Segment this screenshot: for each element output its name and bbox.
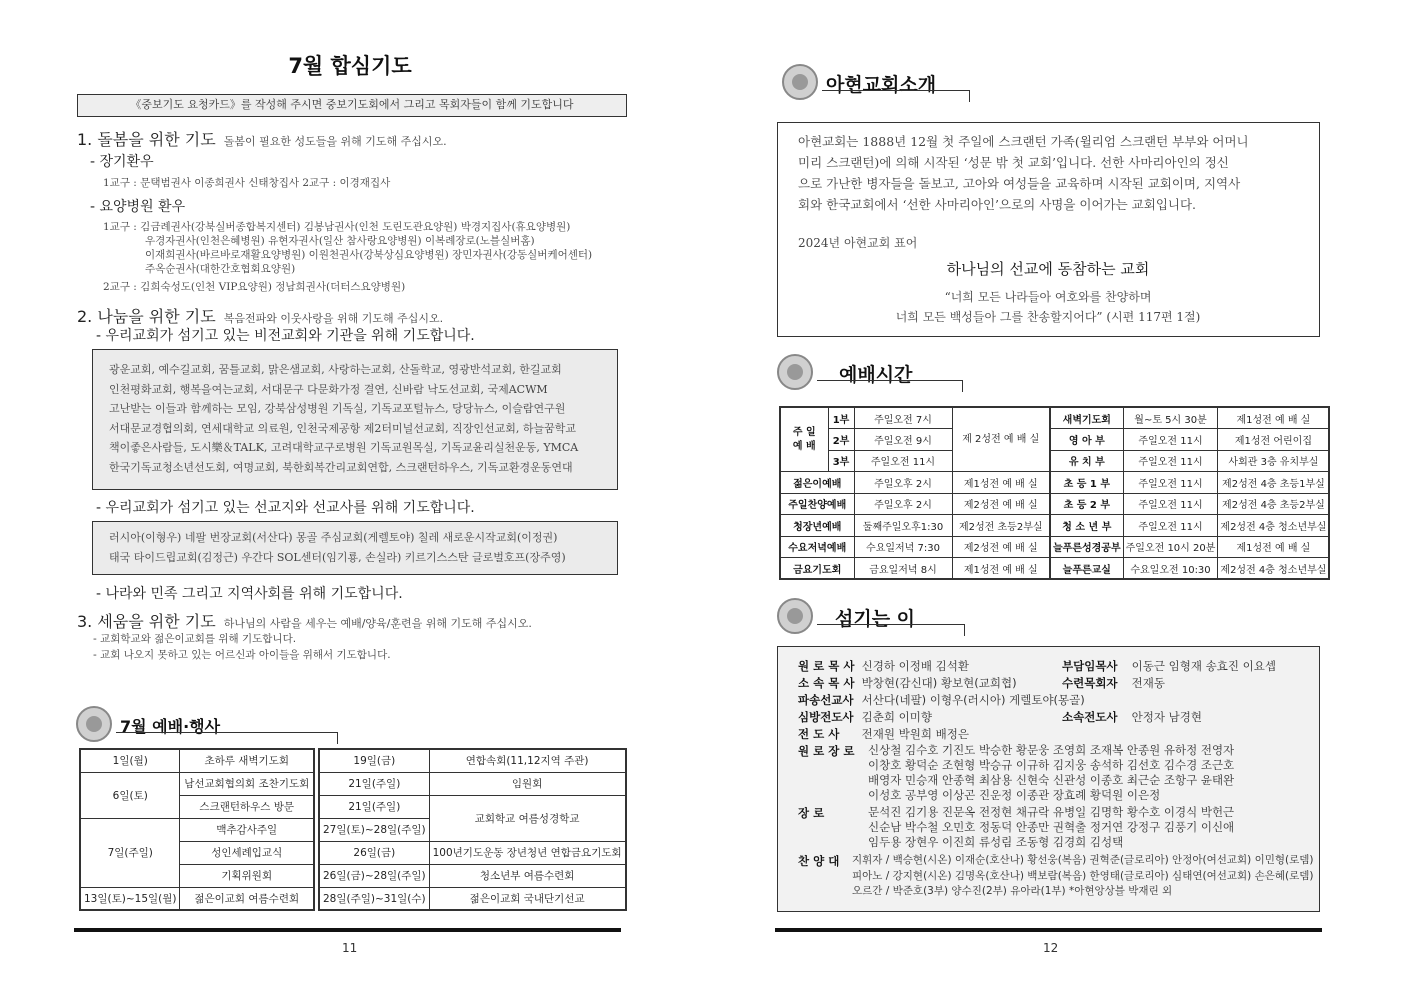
elder-label: 원 로 장 로 [798,744,855,758]
service-time: 금요일저녁 8시 [854,558,952,580]
event-name: 맥추감사주일 [180,818,314,841]
prayer-request-note: 《중보기도 요청카드》를 작성해 주시면 중보기도회에서 그리고 목회자들이 함께 기도합니다 [77,94,627,117]
intro-line: 아현교회는 1888년 12월 첫 주일에 스크랜턴 가족(윌리엄 스크랜턴 부부와 어머니 [798,134,1249,149]
event-name: 초하루 새벽기도회 [180,749,314,772]
jang-line: 문석진 김기용 진문옥 전정현 채규락 유병일 김명학 황수호 이경식 박헌근 [868,805,1235,819]
section-3-line-2: - 교회 나오지 못하고 있는 어르신과 아이들을 위해서 기도합니다. [93,649,391,661]
choir-label: 찬 양 대 [798,854,840,868]
vision-church-list [109,360,578,477]
table-row [80,749,314,772]
service-place: 사회관 3층 유치부실 [1218,450,1330,472]
events-table-right [318,748,627,911]
intro-header [782,64,982,104]
staff-row [798,709,932,725]
worship-title: 예배시간 [839,364,913,386]
staff-names: 전재동 [1131,676,1165,690]
service-part: 3부 [828,450,854,472]
service-name: 늘푸른성경공부 [1050,536,1123,558]
intro-line: 미리 스크랜턴)에 의해 시작된 ‘성문 밖 첫 교회’입니다. 선한 사마리아인의 정신 [798,155,1229,170]
section-1-title: 1. 돌봄을 위한 기도 [77,130,216,149]
table-row [780,407,1050,429]
elder-line: 배영자 민승재 안종혁 최삼용 신현숙 신관성 이종호 최근순 조항구 윤태완 [868,773,1235,787]
staff-names: 이동근 임형재 송효진 이요셉 [1131,659,1276,673]
main-service-label-2: 예 배 [792,440,816,452]
church-logo-icon [777,354,813,390]
events-title-underline [116,732,338,744]
service-part: 1부 [828,407,854,429]
events-table-left [79,748,315,911]
verse-line-1: “너희 모든 나라들아 여호와를 찬양하며 [944,290,1152,304]
service-time: 주일오전 11시 [854,450,952,472]
staff-row [798,658,969,674]
page-number: 12 [1043,941,1059,955]
vision-church-heading: - 우리교회가 섬기고 있는 비전교회와 기관을 위해 기도합니다. [96,328,475,344]
service-time: 주일오전 11시 [1123,472,1218,494]
intro-title: 아현교회소개 [826,74,937,96]
intro-line: 으로 가난한 병자들을 돌보고, 고아와 여성들을 교육하며 시작된 교회이며, 지역사 [798,176,1241,191]
intro-text [798,131,1303,215]
jang-line: 임두용 장현우 이진희 류성림 조동형 김경희 김성택 [868,835,1124,849]
table-row [319,864,626,887]
vision-line: 인천평화교회, 행복을여는교회, 서대문구 다문화가정 결연, 신바람 낙도선교회, 국제ACWM [109,382,548,396]
staff-title-underline [817,624,965,636]
service-name: 늘푸른교실 [1050,558,1123,580]
service-name: 초 등 2 부 [1050,493,1123,515]
vision-line: 서대문교경협의회, 연세대학교 의료원, 인천국제공항 제2터미널선교회, 직장인선교회, 하늘꿈학교 [109,421,577,435]
jang-names [868,805,1234,850]
choir-line: 오르간 / 박준호(3부) 양수진(2부) 유아라(1부) *아현앙상블 박재린 외 [852,885,1173,897]
table-row [780,493,1050,515]
event-name: 기획위원회 [180,864,314,887]
nursing-line-2: 우경자권사(인천은혜병원) 유현자권사(일산 참사랑요양병원) 이복례장로(노블실버홈) [145,235,535,247]
event-date: 21일(주일) [319,772,429,795]
table-row [1050,407,1329,429]
event-date: 7일(주일) [80,818,180,887]
table-row [1050,515,1329,537]
service-place: 제1성전 어린이집 [1218,429,1330,451]
staff-row [1062,675,1165,691]
elder-line: 이창호 황덕순 조현형 박승규 이규하 김지웅 송석하 김선호 김수경 조근호 [868,758,1235,772]
table-row [80,818,314,841]
event-name: 임원회 [429,772,626,795]
event-name: 교회학교 여름성경학교 [429,795,626,841]
service-name: 젊은이예배 [780,472,854,494]
worship-table-left [779,406,1051,580]
staff-names: 전재원 박원희 배정은 [861,727,969,741]
verse-line-2: 너희 모든 백성들아 그를 찬송할지어다” (시편 117편 1절) [895,310,1201,324]
section-2-title: 2. 나눔을 위한 기도 [77,307,216,326]
church-logo-icon [782,64,818,100]
table-row [1050,450,1329,472]
staff-label: 소속전도사 [1062,710,1118,724]
service-place: 제1성전 예 배 실 [952,558,1050,580]
event-date: 1일(월) [80,749,180,772]
staff-title: 섬기는 이 [835,608,916,630]
service-name: 영 아 부 [1050,429,1123,451]
elder-names [868,743,1234,803]
staff-header [777,598,977,638]
service-name: 유 치 부 [1050,450,1123,472]
nursing-line-5: 2교구 : 김희숙성도(인천 VIP요양원) 정남희권사(더터스요양병원) [103,281,406,293]
event-date: 6일(토) [80,772,180,818]
section-3-title: 3. 세움을 위한 기도 [77,612,216,631]
table-row [80,887,314,910]
worship-header [777,354,977,394]
table-row [319,841,626,864]
service-place: 제2성전 4층 청소년부실 [1218,558,1330,580]
staff-label: 원 로 목 사 [798,659,855,673]
event-name: 스크랜턴하우스 방문 [180,795,314,818]
main-service-label-1: 주 일 [792,426,816,438]
vision-line: 광운교회, 예수길교회, 꿈틀교회, 맑은샘교회, 사랑하는교회, 산돌학교, 영광반석교회, 한길교회 [109,363,562,376]
event-name: 연합속회(11,12지역 주관) [429,749,626,772]
table-row [780,536,1050,558]
mission-heading: - 우리교회가 섬기고 있는 선교지와 선교사를 위해 기도합니다. [96,500,475,516]
long-term-patients-list: 1교구 : 문택범권사 이종희권사 신태창집사 2교구 : 이경재집사 [103,177,391,189]
table-row [319,749,626,772]
jang-line: 신순남 박수철 오민호 정동덕 안종만 권혁출 정거연 강정구 김풍기 이신애 [868,820,1235,834]
section-2-desc: 복음전파와 이웃사랑을 위해 기도해 주십시오. [223,312,444,325]
service-name: 주일찬양예배 [780,493,854,515]
service-time: 주일오후 2시 [854,472,952,494]
staff-label [798,853,839,869]
section-3-line-1: - 교회학교와 젊은이교회를 위해 기도합니다. [93,633,297,645]
event-name: 청소년부 여름수련회 [429,864,626,887]
staff-names: 서산다(네팔) 이형우(러시아) 게렐토야(몽골) [861,693,1085,707]
service-place: 제2성전 예 배 실 [952,536,1050,558]
nursing-line-4: 주옥순권사(대한간호협회요양원) [145,263,296,275]
staff-row [798,726,969,742]
service-time: 주일오전 7시 [854,407,952,429]
vision-line: 한국기독교청소년선도회, 여명교회, 북한회복간리교회연합, 스크랜턴하우스, 기독교환경운동연대 [109,460,573,474]
staff-label [798,805,824,821]
service-time: 월~토 5시 30분 [1123,407,1218,429]
mission-list [109,528,566,567]
table-row [780,558,1050,580]
staff-label: 파송선교사 [798,693,854,707]
page-title: 7월 합심기도 [288,54,412,78]
table-row [319,772,626,795]
event-date: 21일(주일) [319,795,429,818]
event-name: 젊은이교회 여름수련회 [180,887,314,910]
footer-rule [74,928,621,932]
long-term-patients-heading: - 장기환우 [90,154,154,170]
section-2-heading [77,304,443,327]
event-date: 27일(토)~28일(주일) [319,818,429,841]
elder-line: 이성호 공부영 이상곤 진운정 이종관 장효례 황덕원 이은정 [868,788,1161,802]
page-number: 11 [342,941,358,955]
mission-box [92,521,618,575]
staff-label [798,743,854,759]
worship-table-right [1049,406,1330,580]
service-time: 수요일오전 10:30 [1123,558,1218,580]
elder-line: 신상철 김수호 기진도 박승한 황문웅 조영희 조재복 안종원 유하정 전영자 [868,743,1235,757]
staff-label: 수련목회자 [1062,676,1118,690]
service-place: 제1성전 예 배 실 [952,472,1050,494]
motto-label: 2024년 아현교회 표어 [798,236,918,250]
section-3-heading [77,609,532,632]
service-name: 수요저녁예배 [780,536,854,558]
choir-line: 피아노 / 강지현(시온) 김명옥(호산나) 백보람(복음) 한영태(글로리아) 심태연(여선교회) 손은혜(로뎀) [852,869,1314,882]
service-place: 제2성전 4층 청소년부실 [1218,515,1330,537]
vision-line: 고난받는 이들과 함께하는 모임, 강북삼성병원 기독실, 기독교포털뉴스, 당당뉴스, 이슬람연구원 [109,402,566,415]
service-time: 주일오전 11시 [1123,493,1218,515]
mission-line: 태국 타이드립교회(김정근) 우간다 SOL센터(임기룡, 손실라) 키르기스스탄 글로벌호프(장주영) [109,550,566,564]
table-row [1050,558,1329,580]
table-row [319,795,626,818]
event-date: 19일(금) [319,749,429,772]
table-row [80,772,314,795]
staff-label: 소 속 목 사 [798,676,855,690]
service-time: 주일오전 11시 [1123,450,1218,472]
event-name: 젊은이교회 국내단기선교 [429,887,626,910]
staff-row [1062,709,1202,725]
service-name: 청장년예배 [780,515,854,537]
service-place: 제2성전 4층 초등1부실 [1218,472,1330,494]
staff-label: 전 도 사 [798,727,840,741]
service-time: 주일오전 11시 [1123,515,1218,537]
staff-box [777,646,1320,912]
table-row [780,515,1050,537]
staff-names: 신경하 이정배 김석환 [861,659,969,673]
service-time: 수요일저녁 7:30 [854,536,952,558]
table-row [1050,472,1329,494]
staff-names: 박창현(감신대) 황보현(교희협) [861,676,1017,690]
section-1-heading [77,127,447,150]
service-place: 제1성전 예 배 실 [1218,407,1330,429]
service-place: 제2성전 예 배 실 [952,493,1050,515]
staff-row [1062,658,1276,674]
table-row [1050,536,1329,558]
service-time: 주일오전 11시 [1123,429,1218,451]
staff-label: 부담임목사 [1062,659,1118,673]
service-place: 제1성전 예 배 실 [1218,536,1330,558]
service-time: 주일오후 2시 [854,493,952,515]
vision-church-box [92,349,618,490]
nation-heading: - 나라와 민족 그리고 지역사회를 위해 기도합니다. [96,586,403,602]
events-title: 7월 예배·행사 [120,717,221,736]
jang-label: 장 로 [798,806,825,820]
service-place: 제2성전 4층 초등2부실 [1218,493,1330,515]
table-row [319,887,626,910]
event-date: 13일(토)~15일(월) [80,887,180,910]
event-name: 100년기도운동 장년청년 연합금요기도회 [429,841,626,864]
section-3-desc: 하나님의 사람을 세우는 예배/양육/훈련을 위해 기도해 주십시오. [223,617,532,630]
staff-names: 김춘희 이미향 [861,710,932,724]
service-time: 둘째주일오후1:30 [854,515,952,537]
staff-label: 심방전도사 [798,710,854,724]
staff-row [798,692,1085,708]
main-service-label [780,407,828,472]
choir-line: 지휘자 / 백승현(시온) 이재순(호산나) 황선웅(복음) 권혁준(글로리아) 안정아(여선교회) 이민형(로뎀) [852,854,1314,866]
footer-rule [775,928,1322,932]
service-name: 새벽기도회 [1050,407,1123,429]
church-logo-icon [777,598,813,634]
event-date: 26일(금) [319,841,429,864]
section-1-desc: 돌봄이 필요한 성도들을 위해 기도해 주십시오. [223,135,447,148]
choir-names [852,853,1314,900]
service-time: 주일오전 10시 20분 [1123,536,1218,558]
nursing-line-3: 이재희권사(바르바로재활요양병원) 이원천권사(강북상심요양병원) 장민자권사(강동실버케어센터) [145,249,593,261]
service-name: 금요기도회 [780,558,854,580]
staff-names: 안정자 남경현 [1131,710,1202,724]
staff-row [798,675,1017,691]
event-name: 남선교회협의회 조찬기도회 [180,772,314,795]
service-name: 초 등 1 부 [1050,472,1123,494]
worship-title-underline [817,380,963,392]
intro-box [777,122,1320,337]
intro-line: 회와 한국교회에서 ‘선한 사마리아인’으로의 사명을 이어가는 교회입니다. [798,197,1197,212]
mission-line: 러시아(이형우) 네팔 번장교회(서산다) 몽골 주심교회(게렐토야) 칠레 새로운시작교회(이정권) [109,531,558,544]
church-logo-icon [76,706,112,742]
nursing-line-1: 1교구 : 김금례권사(강북실버종합복지센터) 김봉남권사(인천 도린도관요양원) 박경지집사(휴요양병원) [103,221,571,233]
intro-title-underline [822,90,970,102]
service-part: 2부 [828,429,854,451]
event-date: 28일(주일)~31일(수) [319,887,429,910]
event-name: 성인세례입교식 [180,841,314,864]
nursing-hospital-heading: - 요양병원 환우 [90,199,186,215]
events-header [76,706,276,746]
service-time: 주일오전 9시 [854,429,952,451]
service-place: 제2성전 초등2부실 [952,515,1050,537]
table-row [1050,493,1329,515]
service-place: 제 2성전 예 배 실 [952,407,1050,472]
event-date: 26일(금)~28일(주일) [319,864,429,887]
table-row [1050,429,1329,451]
church-motto: 하나님의 선교에 동참하는 교회 [946,260,1150,278]
vision-line: 책이좋은사람들, 도시樂＆TALK, 고려대학교구로병원 기독교원목실, 기독교윤리실천운동, YMCA [109,441,579,454]
service-name: 청 소 년 부 [1050,515,1123,537]
table-row [780,472,1050,494]
